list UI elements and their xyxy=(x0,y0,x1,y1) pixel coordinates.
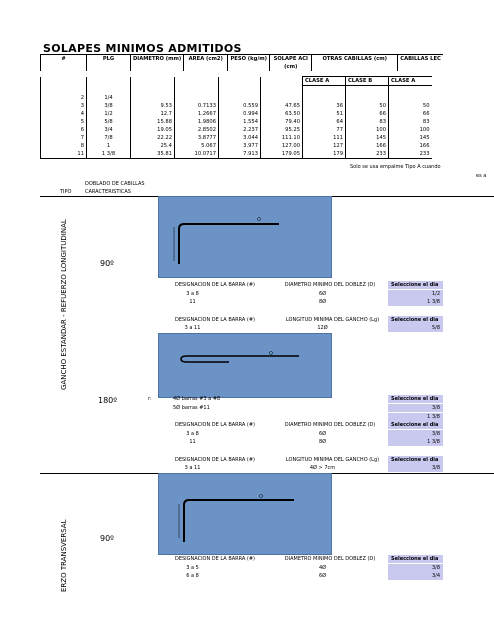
b3-r1-designacion: 3 a 5 xyxy=(186,565,199,571)
section-col2-header: CARACTERISTICAS xyxy=(85,189,131,195)
hook-180-diagram xyxy=(158,333,332,398)
subheader-clase-a: CLASE A xyxy=(303,77,346,86)
b2-r2-designacion: 11 xyxy=(189,439,196,445)
b2-header-diametro: DIAMETRO MINIMO DEL DOBLEZ (D) xyxy=(284,422,376,428)
b3-header-designacion: DESIGNACION DE LA BARRA (#) xyxy=(174,556,256,562)
note-2: es a xyxy=(476,173,487,179)
b1-r1-select[interactable]: 1/2 xyxy=(388,290,443,298)
b1-select-prompt: Seleccione el dia xyxy=(388,281,443,289)
b2-header-longitud: LONGITUD MINIMA DEL GANCHO (Lg) xyxy=(285,457,380,463)
b2-select-prompt-2: Seleccione el dia xyxy=(388,421,443,429)
b2-r1-diametro: 6Ø xyxy=(318,431,327,437)
b1-header-designacion: DESIGNACION DE LA BARRA (#) xyxy=(174,282,256,288)
b1-r3-longitud: 12Ø xyxy=(317,325,328,331)
b3-r2-diametro: 6Ø xyxy=(318,573,327,579)
b1-header-designacion-2: DESIGNACION DE LA BARRA (#) xyxy=(174,317,256,323)
page-title: SOLAPES MINIMOS ADMITIDOS xyxy=(43,42,242,55)
b2-header-designacion-2: DESIGNACION DE LA BARRA (#) xyxy=(174,457,256,463)
stirrup-90-diagram xyxy=(158,473,332,555)
angle-180-label: 180º xyxy=(98,396,118,405)
subheader-clase-a-2: CLASE A xyxy=(389,77,432,86)
header-peso: PESO (kg/m) xyxy=(228,55,270,72)
stirrup-90-drawing xyxy=(159,474,331,554)
b1-r1-diametro: 6Ø xyxy=(318,291,327,297)
header-otras: OTRAS CABILLAS (cm) xyxy=(312,55,398,72)
b1-r2-select[interactable]: 1 3/8 xyxy=(388,298,443,306)
subheader-row xyxy=(41,77,432,86)
subheader-clase-b: CLASE B xyxy=(346,77,389,86)
b1-r2-designacion: 11 xyxy=(189,299,196,305)
section-tipo-header: TIPO xyxy=(60,189,72,195)
b2-r3-longitud: 4Ø > 7cm xyxy=(309,465,336,471)
section-col1-header: DOBLADO DE CABILLAS xyxy=(85,181,145,187)
header-plg: PLG xyxy=(87,55,131,72)
b2-r3-select[interactable]: 3/8 xyxy=(388,464,443,472)
table-row: 2 1/4 xyxy=(41,94,432,102)
vertical-label-transversal: ERZO TRANSVERSAL xyxy=(60,519,68,592)
b2-r2-diametro: 8Ø xyxy=(318,439,327,445)
b3-r2-designacion: 6 a 8 xyxy=(186,573,199,579)
b1-select-prompt-2: Seleccione el dia xyxy=(388,316,443,324)
table-row: 7 7/8 22.22 3.8777 3.044 111.10 111 145 145 xyxy=(41,134,432,142)
table-row: 3 3/8 9.53 0.7133 0.559 47.65 36 50 50 xyxy=(41,102,432,110)
header-diametro: DIAMETRO (mm) xyxy=(131,55,184,72)
solapes-subheader xyxy=(40,76,432,159)
b3-r2-select[interactable]: 3/4 xyxy=(388,572,443,580)
b2-select-prompt-3: Seleccione el dia xyxy=(388,456,443,464)
header-solape: SOLAPE ACI (cm) xyxy=(270,55,312,72)
angle-90-label-2: 90º xyxy=(100,534,114,543)
table-row: 6 3/4 19.05 2.8502 2.237 95.25 77 100 100 xyxy=(41,126,432,134)
b1-header-diametro: DIAMETRO MINIMO DEL DOBLEZ (D) xyxy=(284,282,376,288)
b2-line1: 4Ø barras #3 a #8 xyxy=(173,396,221,402)
b3-r1-select[interactable]: 3/8 xyxy=(388,564,443,572)
table-row: 11 1 3/8 35.81 10.0717 7.913 179.05 179 233 233 xyxy=(41,150,432,159)
b3-select-prompt: Seleccione el dia xyxy=(388,555,443,563)
vertical-label-longitudinal: GANCHO ESTANDAR - REFUERZO LONGITUDINAL xyxy=(60,219,68,390)
table-row: 4 1/2 12.7 1.2667 0.994 63.50 51 66 66 xyxy=(41,110,432,118)
b1-r2-diametro: 8Ø xyxy=(318,299,327,305)
table-header-row xyxy=(41,55,443,72)
b1-r1-designacion: 3 a 8 xyxy=(186,291,199,297)
note-1: Solo se usa empalme Tipo A cuando xyxy=(350,164,441,170)
b2-v1-select[interactable]: 3/8 xyxy=(388,404,443,412)
b3-header-diametro: DIAMETRO MINIMO DEL DOBLEZ (D) xyxy=(284,556,376,562)
header-cabillas: CABILLAS LEC xyxy=(398,55,443,72)
b3-r1-diametro: 4Ø xyxy=(318,565,327,571)
b2-r1-select[interactable]: 3/8 xyxy=(388,430,443,438)
table-row: 5 5/8 15.88 1.9806 1.554 79.40 64 83 83 xyxy=(41,118,432,126)
b1-r3-select[interactable]: 5/8 xyxy=(388,324,443,332)
b1-r3-designacion: 3 a 11 xyxy=(184,325,201,331)
hook-90-drawing xyxy=(159,197,331,277)
b2-r3-designacion: 3 a 11 xyxy=(184,465,201,471)
b2-note-r: r: xyxy=(148,396,152,402)
hook-180-drawing xyxy=(159,334,331,397)
header-area: AREA (cm2) xyxy=(184,55,228,72)
angle-90-label: 90º xyxy=(100,259,114,268)
b2-r1-designacion: 3 a 8 xyxy=(186,431,199,437)
b1-header-longitud: LONGITUD MINIMA DEL GANCHO (Lg) xyxy=(285,317,380,323)
b2-v2-select[interactable]: 1 3/8 xyxy=(388,413,443,421)
b2-select-prompt: Seleccione el dia xyxy=(388,395,443,403)
solapes-table xyxy=(40,54,443,71)
b2-header-designacion: DESIGNACION DE LA BARRA (#) xyxy=(174,422,256,428)
table-row: 8 1 25.4 5.067 3.977 127.00 127 166 166 xyxy=(41,142,432,150)
b2-line2: 5Ø barras #11 xyxy=(173,405,210,411)
header-num: # xyxy=(41,55,87,72)
hook-90-diagram xyxy=(158,196,332,278)
b2-r2-select[interactable]: 1 3/8 xyxy=(388,438,443,446)
